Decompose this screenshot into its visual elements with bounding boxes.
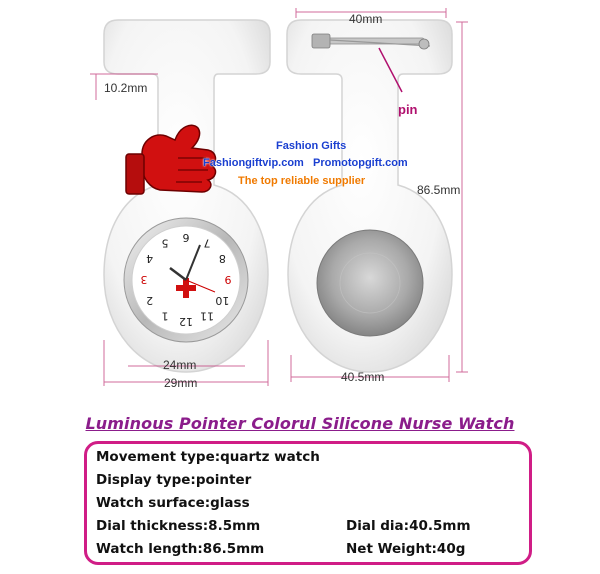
brand-tagline: The top reliable supplier <box>238 175 366 187</box>
spec-dial-dia: Dial dia:40.5mm <box>346 518 471 534</box>
spec-length: Watch length:86.5mm <box>96 541 265 557</box>
brand-site-one: Fashiongiftvip.com <box>203 157 304 169</box>
dial-number-3: 3 <box>140 273 148 286</box>
dimension-dial-outer: 29mm <box>164 376 198 390</box>
product-title: Luminous Pointer Colorul Silicone Nurse Watch <box>85 414 515 433</box>
spec-thickness: Dial thickness:8.5mm <box>96 518 261 534</box>
spec-display: Display type:pointer <box>96 472 252 488</box>
dial-number-11: 11 <box>200 309 214 323</box>
dimension-body-width: 40.5mm <box>341 370 385 384</box>
dimension-dial-inner: 24mm <box>163 358 197 372</box>
brand-site-two: Promotopgift.com <box>313 157 408 169</box>
spec-weight: Net Weight:40g <box>346 541 466 557</box>
spec-movement: Movement type:quartz watch <box>96 449 320 465</box>
dial-number-10: 10 <box>215 294 230 307</box>
dimension-strap-width: 10.2mm <box>104 81 148 95</box>
dial-number-5: 5 <box>161 236 169 250</box>
front-watch <box>104 20 270 372</box>
pin-label: pin <box>398 102 418 117</box>
dimension-height: 86.5mm <box>417 183 461 197</box>
dial-number-7: 7 <box>203 236 211 250</box>
brand-name: Fashion Gifts <box>276 140 347 152</box>
dial-number-9: 9 <box>224 273 232 286</box>
dial-number-8: 8 <box>218 252 226 265</box>
dial-number-1: 1 <box>161 309 169 323</box>
dial-number-2: 2 <box>146 294 154 307</box>
spec-surface: Watch surface:glass <box>96 495 250 511</box>
dial-number-6: 6 <box>182 231 190 244</box>
dimension-top-width: 40mm <box>349 12 383 26</box>
steel-back-plate <box>317 230 423 336</box>
dial-number-12: 12 <box>179 315 193 328</box>
dial-number-4: 4 <box>146 252 154 265</box>
